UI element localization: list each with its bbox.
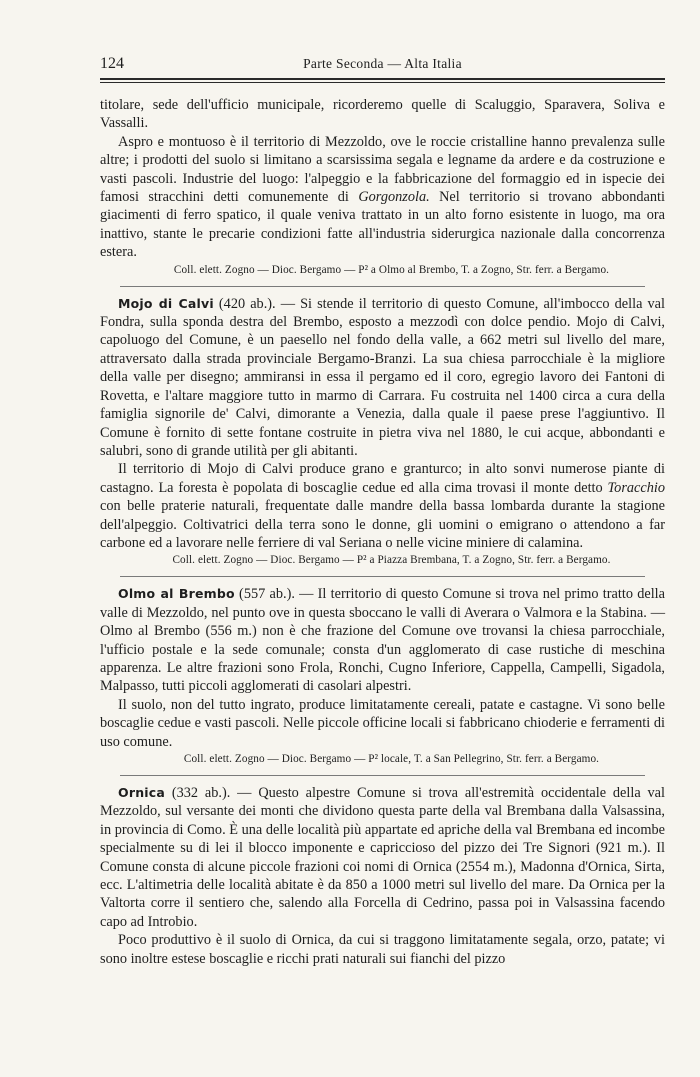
entry-text-a: Il territorio di Mojo di Calvi produce grano e granturco; in alto sonvi numerose piante di castagno. La foresta è popolata di boscaglie cedue ed alla cima trovasi il monte detto bbox=[100, 461, 665, 496]
entry-mojo-di-calvi bbox=[100, 295, 665, 569]
intro-coll-line: Coll. elett. Zogno — Dioc. Bergamo — P² a Olmo al Brembo, T. a Zogno, Str. ferr. a Bergamo. bbox=[173, 263, 610, 276]
entry-title: Ornica bbox=[118, 785, 166, 800]
entry-coll-line: Coll. elett. Zogno — Dioc. Bergamo — P² locale, T. a San Pellegrino, Str. ferr. a Bergamo. bbox=[183, 753, 600, 765]
entry-text: (420 ab.). — Si stende il territorio di questo Comune, all'imbocco della val Fondra, sulla sponda destra del Brembo, esposto a mezzodì con dolce pendio. Mojo di Calvi, capoluogo del Comune, è un paesello nel fondo della valle, a 662 metri sul livello del mare, attraversato dalla strada provinciale Bergamo-Branzi. La sua chiesa parrocchiale è la migliore della valle per disegno; ammiransi in essa il pergamo ed il coro, egregio lavoro dei Fantoni di Rovetta, e l'altare maggiore tutto in marmo di Carrara. Fu costruita nel 1400 circa a cura della famiglia signorile de' Calvi, dimorante a Venezia, dalla quale il paese prese l'aggiuntivo. Il Comune è fornito di sette fontane costruite in pietra viva nel 1880, le cui acque, abbondanti e salubri, sono di grande utilità per gli abitanti. bbox=[100, 295, 665, 459]
entry-text: (557 ab.). — Il territorio di questo Comune si trova nel primo tratto della valle di Mezzoldo, nel punto ove in questa sboccano le valli di Averara o Valmora e la Stabina. — Olmo al Brembo (556 m.) non è che frazione del Comune ove trovansi la chiesa parrocchiale, l'ufficio postale e la sede comunale; consta d'un agglomerato di case rustiche di meschina apparenza. Le altre frazioni sono Frola, Ronchi, Cugno Inferiore, Cappella, Campelli, Sigadola, Malpasso, tutti piccoli agglomerati di casolari alpestri. bbox=[100, 586, 665, 695]
entry-title: Mojo di Calvi bbox=[118, 295, 214, 311]
page-header bbox=[100, 52, 665, 76]
entry-paragraph-1 bbox=[100, 784, 665, 931]
body-text bbox=[100, 96, 665, 968]
separator-rule bbox=[120, 576, 645, 577]
header-rule-thin bbox=[100, 82, 665, 83]
entry-text-italic: Toracchio bbox=[607, 479, 665, 496]
entry-paragraph-2 bbox=[100, 931, 665, 968]
entry-paragraph-1 bbox=[100, 585, 665, 695]
entry-text-a: Il suolo, non del tutto ingrato, produce limitatamente cereali, patate e castagne. Vi sono belle boscaglie cedue e vasti pascoli. Nelle piccole officine locali si fabbricano chioderie e ferramenti di uso comune. bbox=[100, 696, 665, 750]
entry-paragraph-1 bbox=[100, 295, 665, 461]
running-title: Parte Seconda — Alta Italia bbox=[303, 56, 462, 71]
entry-ornica bbox=[100, 784, 665, 968]
entry-paragraph-2 bbox=[100, 460, 665, 552]
entry-coll-line: Coll. elett. Zogno — Dioc. Bergamo — P² a Piazza Brembana, T. a Zogno, Str. ferr. a Bergamo. bbox=[172, 554, 611, 567]
separator-rule bbox=[120, 775, 645, 776]
separator-rule bbox=[120, 286, 645, 287]
intro-paragraph-1: titolare, sede dell'ufficio municipale, ricorderemo quelle di Scaluggio, Sparavera, Soliva e Vassalli. bbox=[100, 97, 665, 132]
entry-text: (332 ab.). — Questo alpestre Comune si trova all'estremità occidentale della val Mezzoldo, sul versante dei monti che dividono questa parte della val Brembana dalla Valsassina, in provincia di Como. È una delle località più appartate ed apriche della val Brembana ed incombe specialmente su di lei il blocco imponente e capriccioso del pizzo dei Tre Signori (921 m.). Il Comune consta di alcune piccole frazioni coi nomi di Ornica (2554 m.), Madonna d'Ornica, Sirta, ecc. L'altimetria delle località abitate è da 850 a 1000 metri sul livello del mare. Da Ornica per la Valtorta corre il sentiero che, salendo alla Forcella di Cedrino, passa poi in Valsassina facendo capo ad Introbio. bbox=[100, 785, 665, 930]
intro-paragraph-2 bbox=[100, 133, 665, 262]
page-number: 124 bbox=[100, 55, 124, 72]
entry-text-a: Poco produttivo è il suolo di Ornica, da cui si traggono limitatamente segala, orzo, patate; vi sono inoltre estese boscaglie e ricchi prati naturali sui fianchi del pizzo bbox=[100, 932, 665, 967]
entry-text-b: con belle praterie naturali, frequentate dalle mandre della bassa lombarda durante la stagione dell'alpeggio. Coltivatrici della terra sono le donne, gli uomini o emigrano o attendono a far carbone ed a lavorare nelle ferriere di val Seriana o nelle vicine miniere di calamina. bbox=[100, 498, 665, 551]
intro-text-italic: Gorgonzola. bbox=[358, 189, 430, 206]
entry-paragraph-2 bbox=[100, 696, 665, 751]
intro-text-a: Aspro e montuoso è il territorio di Mezzoldo, ove le roccie cristalline hanno prevalenza sulle altre; i prodotti del suolo si limitano a scarsissima segala e legname da ardere e da costruzione e vasti pascoli. Industrie del luogo: l'alpeggio e la fabbricazione del formaggio ed in ispecie dei famosi stracchini detti comunemente di bbox=[100, 133, 665, 206]
entry-olmo-al-brembo bbox=[100, 585, 665, 767]
entry-title: Olmo al Brembo bbox=[118, 586, 235, 602]
intro-text-b: Nel territorio si trovano abbondanti giacimenti di ferro spatico, il quale veniva trattato in un alto forno esistente in luogo, ma ora inattivo, stante le precarie condizioni fatte all'industria siderurgica nazionale dalla concorrenza estera. bbox=[100, 189, 665, 261]
header-rule-thick bbox=[100, 78, 665, 80]
